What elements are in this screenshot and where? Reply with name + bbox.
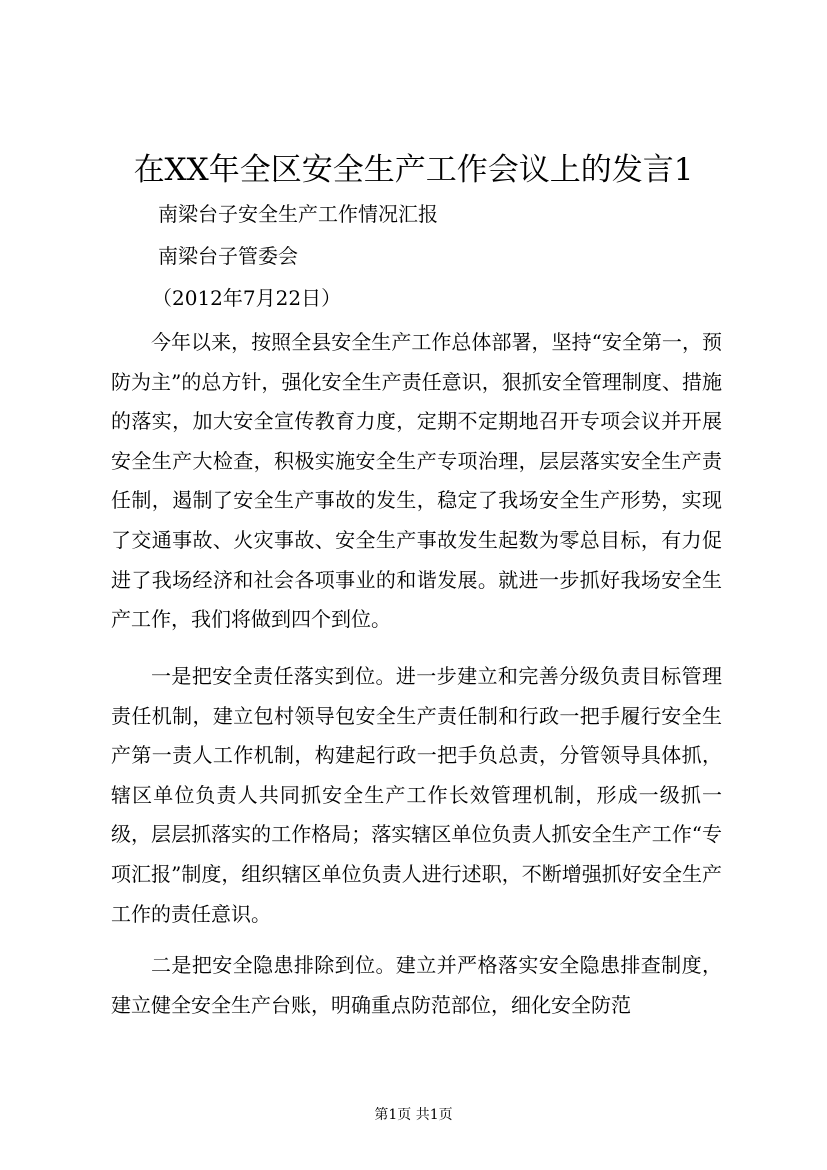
body-paragraph-hazards: 二是把安全隐患排除到位。建立并严格落实安全隐患排查制度，建立健全安全生产台账，明确重点防范部位，细化安全防范 — [111, 953, 722, 1017]
body-paragraph-responsibility: 一是把安全责任落实到位。进一步建立和完善分级负责目标管理责任机制，建立包村领导包安全生产责任制和行政一把手履行安全生产第一责人工作机制，构建起行政一把手负总责，分管领导具体抓，辖区单位负责人共同抓安全生产工作长效管理机制，形成一级抓一级，层层抓落实的工作格局；落实辖区单位负责人抓安全生产工作“专项汇报”制度，组织辖区单位负责人进行述职，不断增强抓好安全生产工作的责任意识。 — [111, 664, 722, 926]
body-paragraph-intro: 今年以来，按照全县安全生产工作总体部署，坚持“安全第一，预防为主”的总方针，强化安全生产责任意识，狠抓安全管理制度、措施的落实，加大安全宣传教育力度，定期不定期地召开专项会议并开展安全生产大检查，积极实施安全生产专项治理，层层落实安全生产责任制，遏制了安全生产事故的发生，稳定了我场安全生产形势，实现了交通事故、火灾事故、安全生产事故发生起数为零总目标，有力促进了我场经济和社会各项事业的和谐发展。就进一步抓好我场安全生产工作，我们将做到四个到位。 — [111, 330, 722, 632]
document-title: 在XX年全区安全生产工作会议上的发言1 — [133, 152, 694, 188]
organization-name: 南梁台子管委会 — [158, 244, 298, 268]
report-date: （2012年7月22日） — [152, 286, 342, 310]
page-number-footer: 第1页 共1页 — [374, 1107, 453, 1123]
report-subtitle: 南梁台子安全生产工作情况汇报 — [158, 202, 438, 226]
